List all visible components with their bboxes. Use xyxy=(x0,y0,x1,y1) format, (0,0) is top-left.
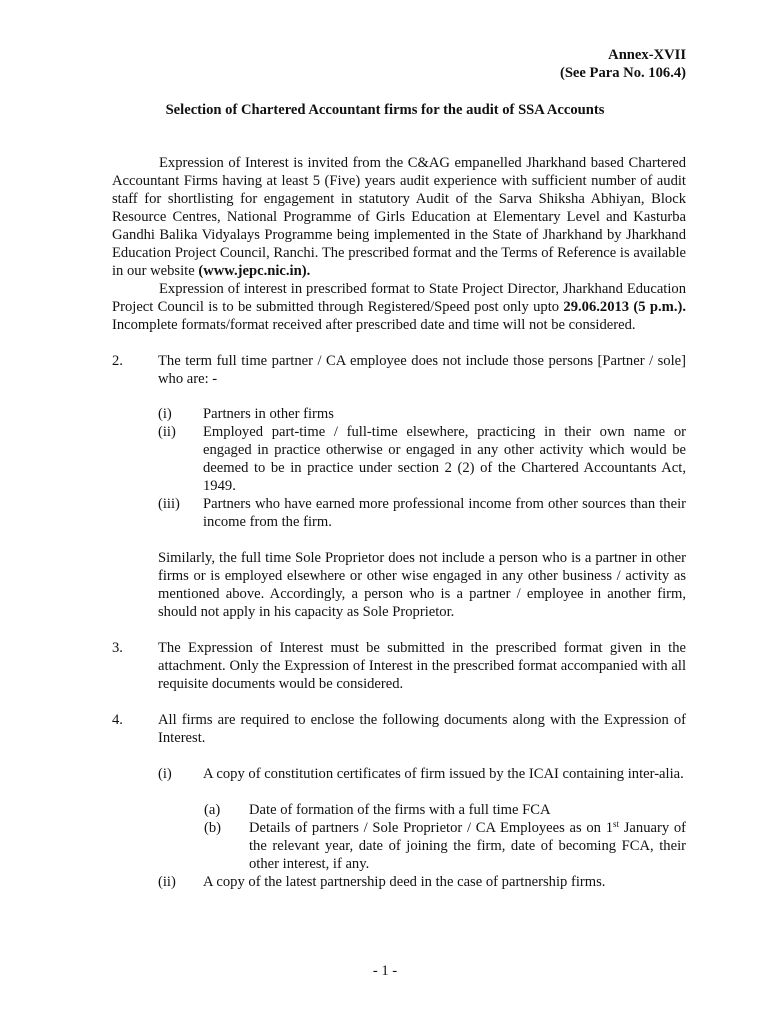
section-2-list xyxy=(112,405,686,531)
list-item-number: (iii) xyxy=(158,496,180,512)
intro-text: Expression of Interest is invited from the C&AG empanelled Jharkhand based Chartered Accountant Firms having at least 5 (Five) years audit experience with sufficient number of audit staff for shortlisting for engagement in statutory Audit of the Sarva Shiksha Abhiyan, Block Resource Centres, National Programme of Girls Education at Elementary Level and Kasturba Gandhi Balika Vidyalays Programme being implemented in the State of Jharkhand by Jharkhand Education Project Council, Ranchi. The prescribed format and the Terms of Reference is available in our website xyxy=(112,155,686,279)
list-item xyxy=(158,873,686,891)
list-item xyxy=(158,405,686,423)
para-reference: (See Para No. 106.4) xyxy=(559,65,686,81)
section-2 xyxy=(112,352,686,388)
list-item xyxy=(158,765,686,783)
list-item-number: (i) xyxy=(158,766,172,782)
list-item xyxy=(158,423,686,495)
partners-details-text-cont: January of the relevant year, date of joining the firm, date of becoming FCA, their other interest, if any. xyxy=(249,820,686,872)
nested-list-item xyxy=(204,801,686,819)
section-3-text: The Expression of Interest must be submitted in the prescribed format given in the attachment. Only the Expression of Interest in the prescribed format accompanied with all requisite documents would be considered. xyxy=(158,640,686,692)
ordinal-suffix: st xyxy=(613,819,620,829)
nested-item-text xyxy=(249,819,686,873)
intro-paragraph-1 xyxy=(112,154,686,280)
list-item-number: (ii) xyxy=(158,874,176,890)
section-2-number: 2. xyxy=(112,353,123,369)
section-3 xyxy=(112,639,686,693)
section-4 xyxy=(112,711,686,747)
section-4-list xyxy=(112,765,686,891)
section-2-text: The term full time partner / CA employee does not include those persons [Partner / sole] who are: - xyxy=(158,353,686,387)
deadline: 29.06.2013 (5 p.m.). xyxy=(563,299,686,315)
page-number: - 1 - xyxy=(372,963,398,979)
document-title: Selection of Chartered Accountant firms for the audit of SSA Accounts xyxy=(165,102,605,118)
list-item-text: Employed part-time / full-time elsewhere, practicing in their own name or engaged in practice otherwise or engaged in any other activity which would be deemed to be in practice under section 2 (2) of the Chartered Accountants Act, 1949. xyxy=(203,424,686,494)
nested-list xyxy=(158,801,686,873)
list-item-number: (ii) xyxy=(158,424,176,440)
list-item-text: A copy of the latest partnership deed in the case of partnership firms. xyxy=(203,874,606,890)
list-item xyxy=(158,495,686,531)
nested-item-text: Date of formation of the firms with a full time FCA xyxy=(249,802,551,818)
annex-header xyxy=(560,46,686,82)
partners-details-text: Details of partners / Sole Proprietor / CA Employees as on 1 xyxy=(249,820,613,836)
section-3-number: 3. xyxy=(112,640,123,656)
sole-proprietor-paragraph: Similarly, the full time Sole Proprietor does not include a person who is a partner in other firms or is employed elsewhere or other wise engaged in any other business / activity as mentioned above. Accordingly, a person who is a partner / employee in another firm, should not apply in his capacity as Sole Proprietor. xyxy=(158,550,686,620)
section-4-text: All firms are required to enclose the following documents along with the Expression of Interest. xyxy=(158,712,686,746)
section-4-number: 4. xyxy=(112,712,123,728)
submission-note: Incomplete formats/format received after prescribed date and time will not be considered. xyxy=(112,317,636,333)
nested-item-letter: (a) xyxy=(204,802,221,818)
submission-text: Expression of interest in prescribed format to State Project Director, Jharkhand Education Project Council is to be submitted through Registered/Speed post only upto xyxy=(112,281,686,315)
list-item-text: A copy of constitution certificates of firm issued by the ICAI containing inter-alia. xyxy=(203,766,684,782)
nested-list-item xyxy=(204,819,686,873)
annex-label: Annex-XVII xyxy=(608,47,686,63)
document-body xyxy=(112,154,686,891)
nested-item-letter: (b) xyxy=(204,820,222,836)
list-item-text: Partners in other firms xyxy=(203,406,334,422)
list-item-number: (i) xyxy=(158,406,172,422)
list-item-text: Partners who have earned more professional income from other sources than their income from the firm. xyxy=(203,496,686,530)
website-link-text: (www.jepc.nic.in). xyxy=(198,263,311,279)
intro-paragraph-2 xyxy=(112,280,686,334)
